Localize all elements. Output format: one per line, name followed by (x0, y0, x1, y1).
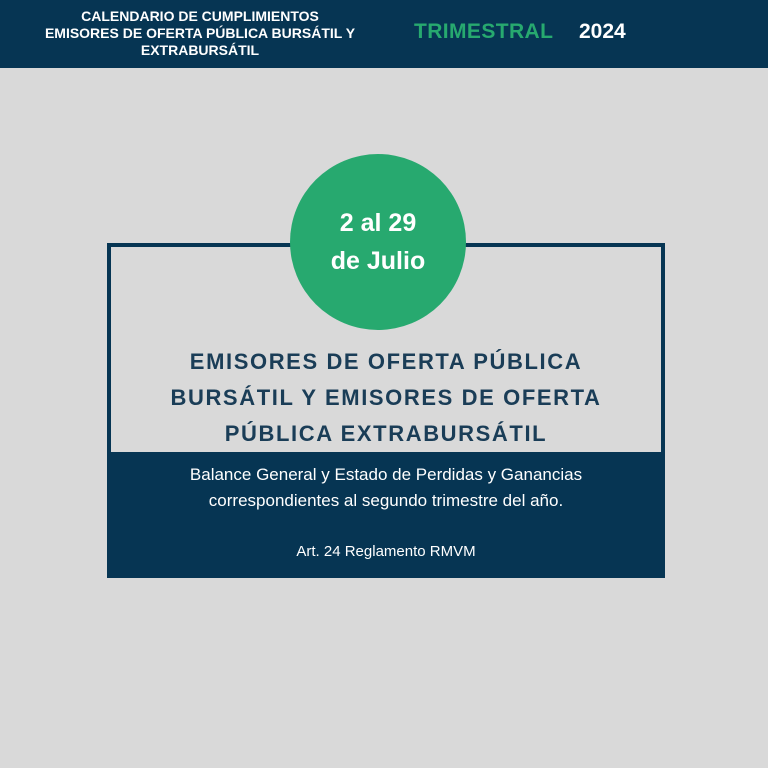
description (107, 462, 665, 514)
year-label: 2024 (579, 20, 626, 43)
date-month: de Julio (330, 247, 426, 275)
header-bar (0, 0, 768, 68)
headline-line: EMISORES DE OFERTA PÚBLICA (189, 349, 583, 374)
headline-line: PÚBLICA EXTRABURSÁTIL (224, 421, 548, 446)
header-title-line: EMISORES DE OFERTA PÚBLICA BURSÁTIL Y (44, 25, 356, 41)
date-badge (290, 154, 466, 330)
header-title (14, 8, 386, 59)
date-range: 2 al 29 (339, 209, 417, 237)
header-title-line: EXTRABURSÁTIL (140, 42, 260, 58)
period-label: TRIMESTRAL (414, 20, 554, 43)
description-line: correspondientes al segundo trimestre del año. (208, 491, 564, 510)
legal-reference: Art. 24 Reglamento RMVM (296, 543, 476, 560)
headline-line: BURSÁTIL Y EMISORES DE OFERTA (170, 385, 602, 410)
headline (107, 344, 665, 452)
header-title-line: CALENDARIO DE CUMPLIMIENTOS (81, 8, 319, 24)
description-line: Balance General y Estado de Perdidas y Ganancias (189, 465, 583, 484)
